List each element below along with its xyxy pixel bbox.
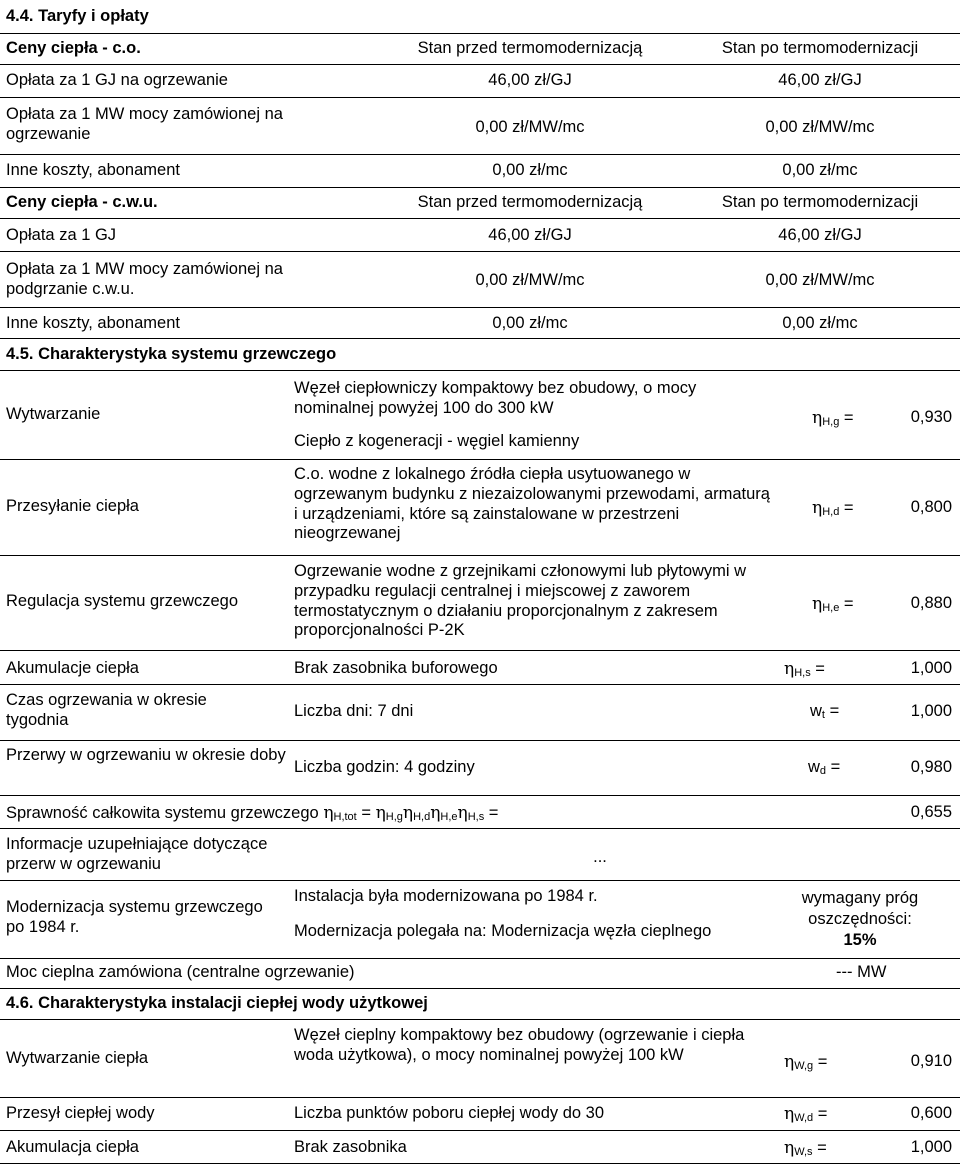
co-header-label: Ceny ciepła - c.o. <box>6 39 141 57</box>
cwu-akum-desc: Brak zasobnika <box>294 1138 407 1156</box>
co-row-after: 0,00 zł/MW/mc <box>765 118 875 136</box>
divider <box>0 187 960 188</box>
cwu-header-before: Stan przed termomodernizacją <box>417 193 643 211</box>
co-row-after: 46,00 zł/GJ <box>778 71 862 89</box>
divider <box>0 338 960 339</box>
co-row-label: Inne koszty, abonament <box>6 161 180 179</box>
co-row-after: 0,00 zł/mc <box>782 161 858 179</box>
cwu-row-label: Inne koszty, abonament <box>6 314 180 332</box>
prog-value: 15% <box>843 931 877 949</box>
co-row-before: 0,00 zł/MW/mc <box>475 118 585 136</box>
eta-hs-value: 1,000 <box>910 659 952 677</box>
divider <box>0 988 960 989</box>
divider <box>0 1019 960 1020</box>
eta-wg-symbol: $\eta_{W,g}$ = <box>784 1052 828 1072</box>
divider <box>0 958 960 959</box>
divider <box>0 1130 960 1131</box>
akum-desc: Brak zasobnika buforowego <box>294 659 498 677</box>
wytw-label: Wytwarzanie <box>6 405 101 423</box>
co-header-before: Stan przed termomodernizacją <box>417 39 643 57</box>
moc-value: --- MW <box>836 963 887 981</box>
wt-value: 1,000 <box>910 702 952 720</box>
cwu-row-before: 0,00 zł/mc <box>492 314 568 332</box>
divider <box>0 650 960 651</box>
divider <box>0 828 960 829</box>
modern-line-2: Modernizacja polegała na: Modernizacja węzła cieplnego <box>294 922 712 940</box>
cwu-row-after: 0,00 zł/MW/mc <box>765 271 875 289</box>
divider <box>0 307 960 308</box>
cwu-przesyl-label: Przesył ciepłej wody <box>6 1104 155 1122</box>
section-4-5-heading: 4.5. Charakterystyka systemu grzewczego <box>6 345 337 363</box>
przerwy-desc: Liczba godzin: 4 godziny <box>294 758 475 776</box>
info-value: ... <box>593 848 607 866</box>
eta-he-symbol: $\eta_{H,e}$ = <box>812 594 854 614</box>
divider <box>0 880 960 881</box>
cwu-row-before: 0,00 zł/MW/mc <box>475 271 585 289</box>
regul-desc: Ogrzewanie wodne z grzejnikami członowymi lub płytowymi w przypadku regulacji centralnej i miejscowej z zaworem termostatycznym o działaniu proporcjonalnym z zakresem proporcjonalności P-2K <box>294 562 747 640</box>
divider <box>0 684 960 685</box>
sprawnosc-value: 0,655 <box>910 803 952 821</box>
divider <box>0 1097 960 1098</box>
cwu-przesyl-desc: Liczba punktów poboru ciepłej wody do 30 <box>294 1104 605 1122</box>
modern-label: Modernizacja systemu grzewczego po 1984 r. <box>6 898 263 936</box>
co-row-label: Opłata za 1 MW mocy zamówionej na ogrzewanie <box>6 105 283 143</box>
eta-hg-value: 0,930 <box>910 408 952 426</box>
eta-wg-value: 0,910 <box>910 1052 952 1070</box>
cwu-akum-label: Akumulacja ciepła <box>6 1138 139 1156</box>
przes-desc: C.o. wodne z lokalnego źródła ciepła usytuowanego w ogrzewanym budynku z niezaizolowanymi przewodami, armaturą i urządzeniami, które są zainstalowane w przestrzeni nieogrzewanej <box>294 465 770 543</box>
divider <box>0 555 960 556</box>
co-header-after: Stan po termomodernizacji <box>721 39 919 57</box>
co-row-before: 46,00 zł/GJ <box>488 71 572 89</box>
akum-label: Akumulacje ciepła <box>6 659 139 677</box>
eta-ws-value: 1,000 <box>910 1138 952 1156</box>
cwu-wytw-label: Wytwarzanie ciepła <box>6 1049 148 1067</box>
czas-desc: Liczba dni: 7 dni <box>294 702 414 720</box>
divider <box>0 251 960 252</box>
cwu-header-label: Ceny ciepła - c.w.u. <box>6 193 158 211</box>
eta-ws-symbol: $\eta_{W,s}$ = <box>784 1138 827 1158</box>
section-4-6-heading: 4.6. Charakterystyka instalacji ciepłej wody użytkowej <box>6 994 428 1012</box>
eta-hg-symbol: $\eta_{H,g}$ = <box>812 408 854 428</box>
eta-hd-symbol: $\eta_{H,d}$ = <box>812 498 854 518</box>
prog-label-1: wymagany próg <box>801 889 919 907</box>
wytw-desc-2: Ciepło z kogeneracji - węgiel kamienny <box>294 432 580 450</box>
cwu-row-label: Opłata za 1 GJ <box>6 226 117 244</box>
info-label: Informacje uzupełniające dotyczące przerw w ogrzewaniu <box>6 835 268 873</box>
regul-label: Regulacja systemu grzewczego <box>6 592 239 610</box>
co-row-label: Opłata za 1 GJ na ogrzewanie <box>6 71 228 89</box>
divider <box>0 1163 960 1164</box>
przes-label: Przesyłanie ciepła <box>6 497 139 515</box>
cwu-row-before: 46,00 zł/GJ <box>488 226 572 244</box>
cwu-row-after: 46,00 zł/GJ <box>778 226 862 244</box>
divider <box>0 795 960 796</box>
divider <box>0 97 960 98</box>
divider <box>0 218 960 219</box>
sprawnosc-formula: Sprawność całkowita systemu grzewczego $\eta_{H,tot} = \eta_{H,g}\eta_{H,d}\eta_{H,e}\eta_{H,s}$ = <box>6 803 499 823</box>
wt-symbol: $w_t$ = <box>810 702 840 721</box>
cwu-row-label: Opłata za 1 MW mocy zamówionej na podgrzanie c.w.u. <box>6 260 283 298</box>
eta-wd-value: 0,600 <box>910 1104 952 1122</box>
divider <box>0 64 960 65</box>
wd-symbol: $w_d$ = <box>808 758 841 777</box>
modern-line-1: Instalacja była modernizowana po 1984 r. <box>294 887 598 905</box>
wytw-desc: Węzeł ciepłowniczy kompaktowy bez obudowy, o mocy nominalnej powyżej 100 do 300 kW <box>294 379 697 417</box>
eta-hs-symbol: $\eta_{H,s}$ = <box>784 659 825 679</box>
eta-he-value: 0,880 <box>910 594 952 612</box>
cwu-header-after: Stan po termomodernizacji <box>721 193 919 211</box>
moc-label: Moc cieplna zamówiona (centralne ogrzewanie) <box>6 963 355 981</box>
divider <box>0 33 960 34</box>
cwu-wytw-desc: Węzeł cieplny kompaktowy bez obudowy (ogrzewanie i ciepła woda użytkowa), o mocy nominalnej powyżej 100 kW <box>294 1026 745 1064</box>
co-row-before: 0,00 zł/mc <box>492 161 568 179</box>
prog-label-2: oszczędności: <box>808 910 912 928</box>
divider <box>0 459 960 460</box>
eta-hd-value: 0,800 <box>910 498 952 516</box>
cwu-row-after: 0,00 zł/mc <box>782 314 858 332</box>
czas-label: Czas ogrzewania w okresie tygodnia <box>6 691 207 729</box>
przerwy-label: Przerwy w ogrzewaniu w okresie doby <box>6 746 286 764</box>
wd-value: 0,980 <box>910 758 952 776</box>
eta-wd-symbol: $\eta_{W,d}$ = <box>784 1104 828 1124</box>
divider <box>0 740 960 741</box>
divider <box>0 154 960 155</box>
divider <box>0 370 960 371</box>
section-4-4-heading: 4.4. Taryfy i opłaty <box>6 7 149 25</box>
